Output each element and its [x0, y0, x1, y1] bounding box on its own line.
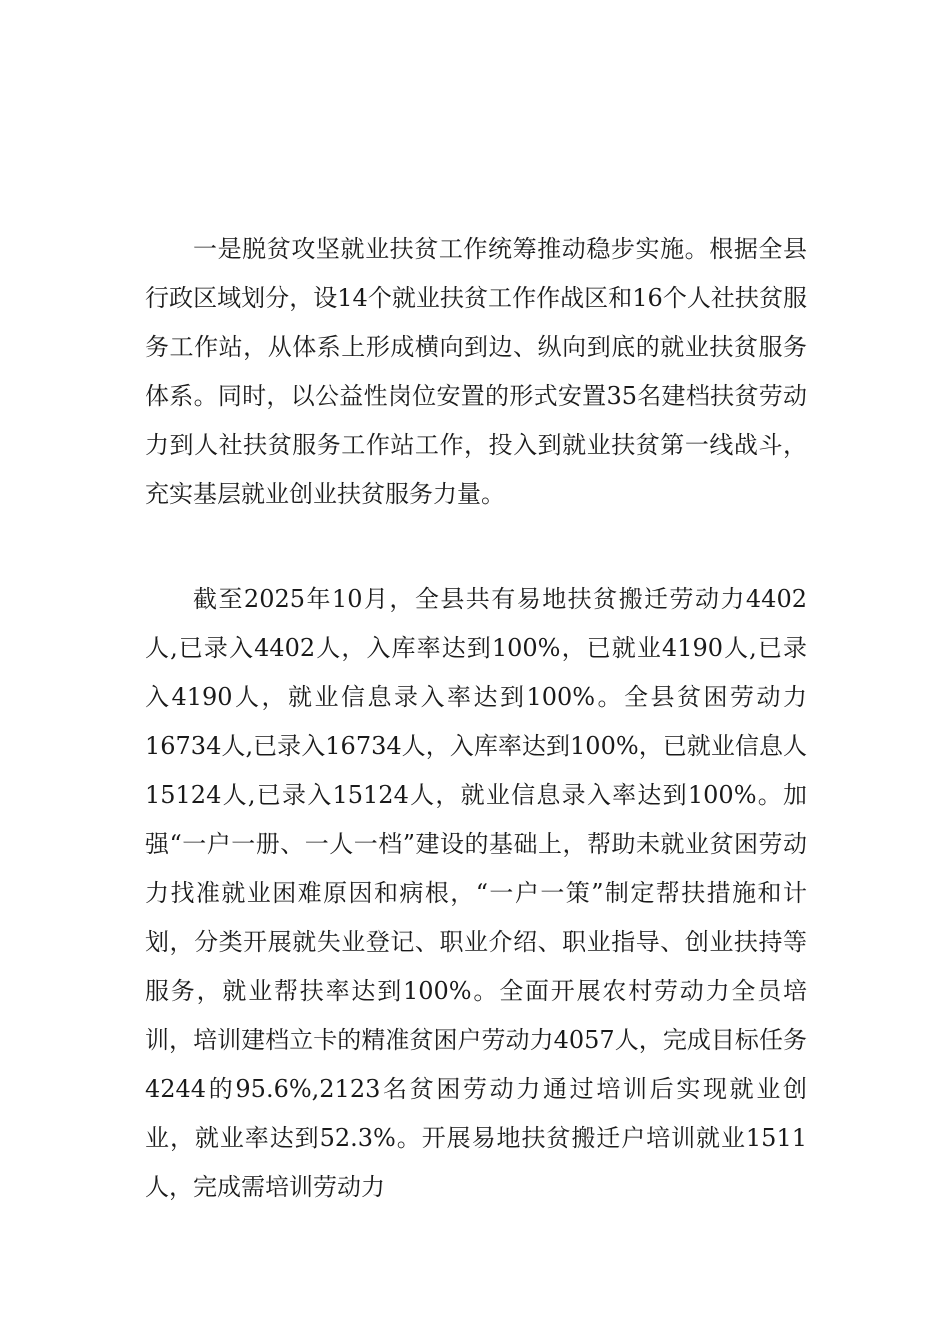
paragraph-poverty-employment-system: 一是脱贫攻坚就业扶贫工作统筹推动稳步实施。根据全县行政区域划分，设14个就业扶贫工作作战区和16个人社扶贫服务工作站，从体系上形成横向到边、纵向到底的就业扶贫服务体系。同时，以公益性岗位安置的形式安置35名建档扶贫劳动力到人社扶贫服务工作站工作，投入到就业扶贫第一线战斗，充实基层就业创业扶贫服务力量。 [145, 235, 807, 508]
paragraph-employment-statistics: 截至2025年10月，全县共有易地扶贫搬迁劳动力4402人,已录入4402人，入库率达到100%，已就业4190人,已录入4190人，就业信息录入率达到100%。全县贫困劳动力16734人,已录入16734人，入库率达到100%，已就业信息人15124人,已录入15124人，就业信息录入率达到100%。加强“一户一册、一人一档”建设的基础上，帮助未就业贫困劳动力找准就业困难原因和病根，“一户一策”制定帮扶措施和计划，分类开展就失业登记、职业介绍、职业指导、创业扶持等服务，就业帮扶率达到100%。全面开展农村劳动力全员培训，培训建档立卡的精准贫困户劳动力4057人，完成目标任务4244的95.6%,2123名贫困劳动力通过培训后实现就业创业，就业率达到52.3%。开展易地扶贫搬迁户培训就业1511人，完成需培训劳动力 [145, 585, 807, 1201]
